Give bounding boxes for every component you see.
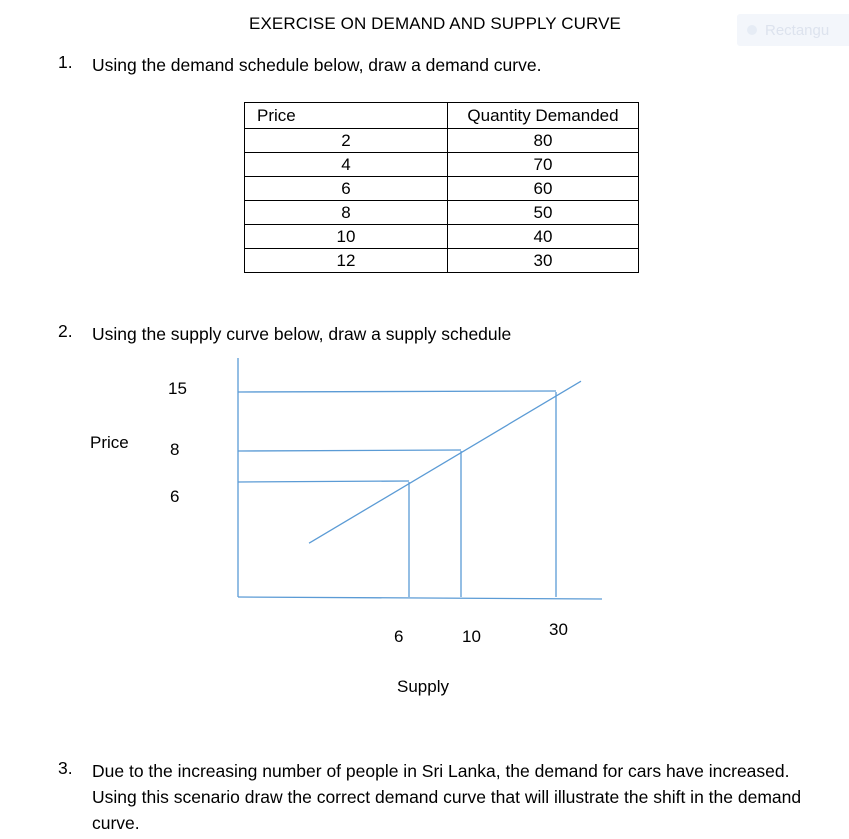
quantity-cell: 80 [448,129,639,153]
table-header-price: Price [245,103,448,129]
quantity-cell: 70 [448,153,639,177]
horizontal-guide-line [238,391,556,392]
supply-curve-line [309,381,581,543]
question-text: Using the demand schedule below, draw a demand curve. [92,55,542,75]
question-number: 2. [58,321,73,341]
quantity-cell: 60 [448,177,639,201]
rectangle-chip-label: Rectangu [765,21,830,39]
price-cell: 12 [245,249,448,273]
x-tick-label: 6 [394,627,404,646]
question-number: 1. [58,52,73,72]
question-number: 3. [58,758,73,778]
page-title: EXERCISE ON DEMAND AND SUPPLY CURVE [249,14,621,33]
quantity-cell: 30 [448,249,639,273]
price-cell: 2 [245,129,448,153]
y-tick-label: 6 [170,487,180,506]
quantity-cell: 40 [448,225,639,249]
price-cell: 8 [245,201,448,225]
quantity-cell: 50 [448,201,639,225]
x-axis-line [238,597,602,599]
y-axis-label: Price [90,433,129,452]
y-tick-label: 8 [170,440,180,459]
x-tick-label: 10 [462,627,481,646]
x-tick-label: 30 [549,620,568,639]
x-axis-label: Supply [397,677,449,696]
price-cell: 10 [245,225,448,249]
price-cell: 6 [245,177,448,201]
table-header-quantity: Quantity Demanded [448,103,639,129]
horizontal-guide-line [238,481,409,482]
question-text: Due to the increasing number of people in Sri Lanka, the demand for cars have increased. Using this scenario draw the correct demand curve that will illustrate the shift in the demand curve. [92,761,802,833]
question-text: Using the supply curve below, draw a supply schedule [92,324,512,344]
horizontal-guide-line [238,450,461,451]
y-tick-label: 15 [168,379,187,398]
price-cell: 4 [245,153,448,177]
question-3 [58,758,838,836]
